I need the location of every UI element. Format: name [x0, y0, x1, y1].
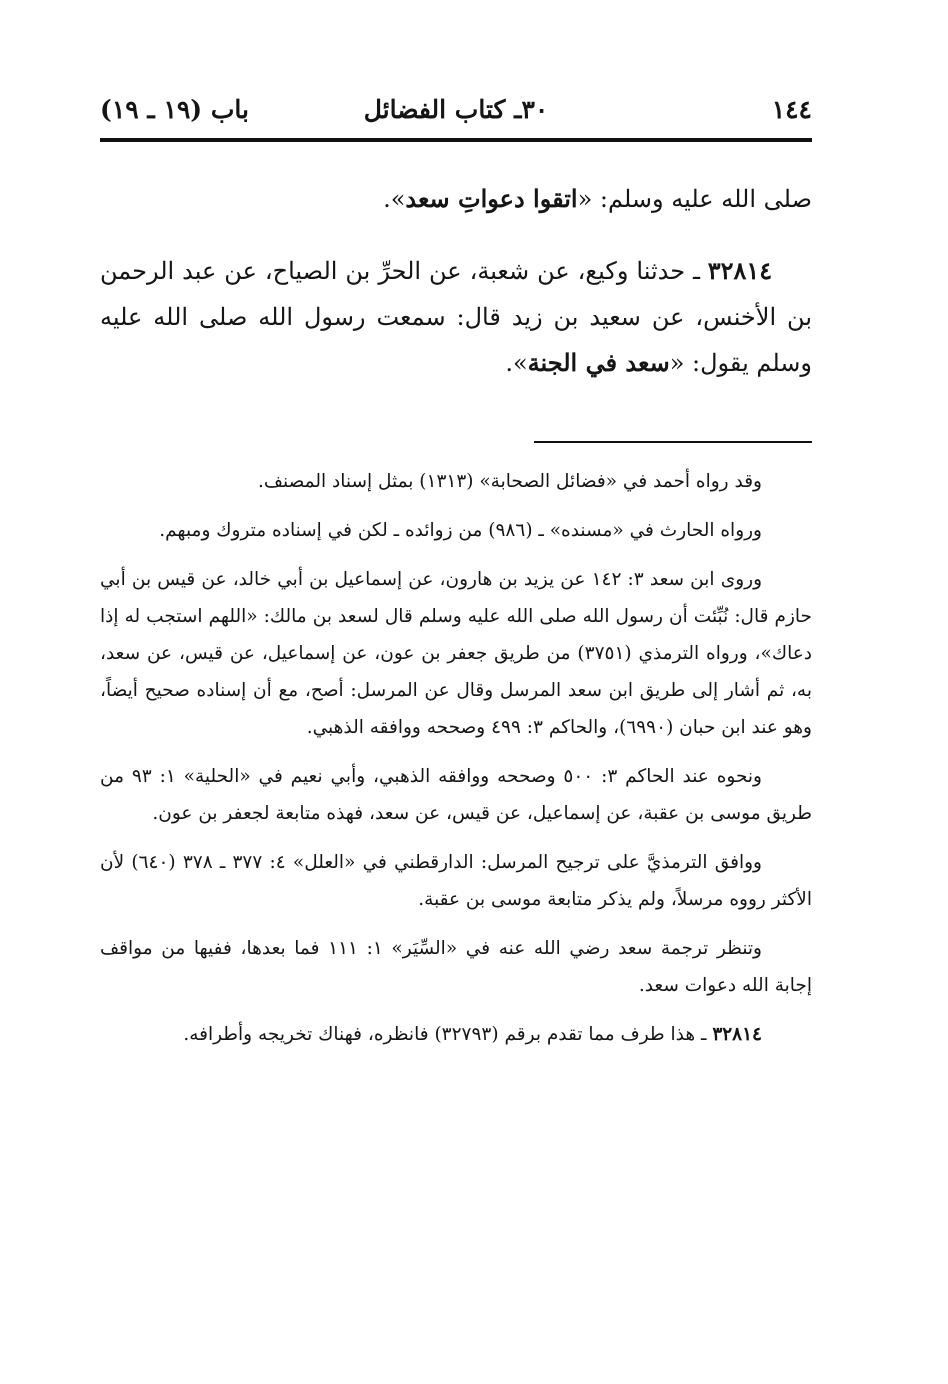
footnote-number: ٣٢٨١٤: [712, 1024, 762, 1045]
page-header: [100, 92, 812, 132]
footnote-paragraph: وتنظر ترجمة سعد رضي الله عنه في «السِّيَر» ١: ١١١ فما بعدها، ففيها من مواقف إجابة الله دعوات سعد.: [100, 938, 812, 996]
footnotes: [100, 463, 812, 1065]
quote-bold: سعد في الجنة: [527, 348, 670, 377]
hadith-number: ٣٢٨١٤: [707, 256, 773, 285]
footnote-paragraph: وقد رواه أحمد في «فضائل الصحابة» (١٣١٣) بمثل إسناد المصنف.: [257, 471, 762, 492]
hadith-paragraph: ٣٢٨١٤ ـ حدثنا وكيع، عن شعبة، عن الحرِّ بن الصياح، عن عبد الرحمن بن الأخنس، عن سعيد بن زيد قال: سمعت رسول الله صلى الله عليه وسلم يقول: «سعد في الجنة».: [100, 256, 812, 377]
footnote-paragraph: وروى ابن سعد ٣: ١٤٢ عن يزيد بن هارون، عن إسماعيل بن أبي خالد، عن قيس بن أبي حازم قال: نُبِّئت أن رسول الله صلى الله عليه وسلم قال لسعد بن مالك: «اللهم استجب له إذا دعاك»، ورواه الترمذي (٣٧٥١) من طريق جعفر بن عون، عن إسماعيل، عن قيس، عن سعد، به، ثم أشار إلى طريق ابن سعد المرسل وقال عن المرسل: أصح، مع أن إسناده صحيح أيضاً، وهو عند ابن حبان (٦٩٩٠)، والحاكم ٣: ٤٩٩ وصححه ووافقه الذهبي.: [100, 569, 812, 738]
quote-bold: اتقوا دعواتِ سعد: [405, 184, 578, 213]
spacer: [100, 222, 812, 248]
footnote-paragraph: ورواه الحارث في «مسنده» ـ (٩٨٦) من زوائده ـ لكن في إسناده متروك ومبهم.: [159, 520, 762, 541]
footnote-paragraph: ٣٢٨١٤ ـ هذا طرف مما تقدم برقم (٣٢٧٩٣) فانظره، فهناك تخريجه وأطرافه.: [183, 1024, 762, 1045]
page-number: ١٤٤: [771, 95, 812, 124]
continuation-line: صلى الله عليه وسلم: «اتقوا دعواتِ سعد».: [383, 184, 812, 213]
main-text: [100, 176, 812, 386]
header-rule: [100, 138, 812, 142]
book-title: ٣٠ـ كتاب الفضائل: [363, 95, 549, 124]
footnote-paragraph: ونحوه عند الحاكم ٣: ٥٠٠ وصححه ووافقه الذهبي، وأبي نعيم في «الحلية» ١: ٩٣ من طريق موسى بن عقبة، عن إسماعيل، عن قيس، عن سعد، فهذه متابعة لجعفر بن عون.: [100, 766, 812, 824]
footnote-separator: [534, 441, 812, 443]
chapter-title: باب (١٩ ـ ١٩): [100, 95, 249, 124]
footnote-paragraph: ووافق الترمذيَّ على ترجيح المرسل: الدارقطني في «العلل» ٤: ٣٧٧ ـ ٣٧٨ (٦٤٠) لأن الأكثر رووه مرسلاً، ولم يذكر متابعة موسى بن عقبة.: [100, 852, 812, 910]
